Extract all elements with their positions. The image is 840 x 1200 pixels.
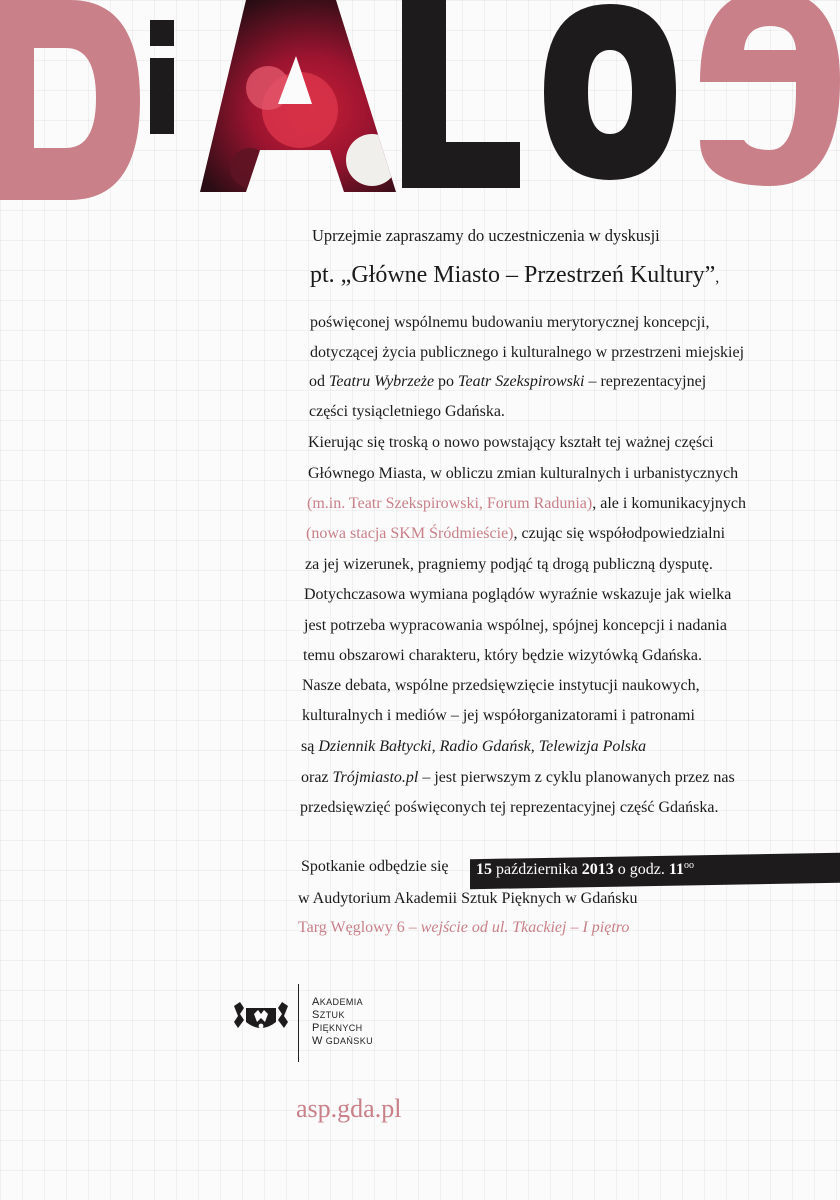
meeting-date (476, 860, 694, 879)
letter-i-dot (150, 20, 174, 46)
body-line (301, 737, 646, 757)
body-text: , ale i komunikacyjnych (592, 495, 746, 512)
body-line: dotyczącej życia publicznego i kulturalnego w przestrzeni miejskiej (310, 344, 745, 361)
body-text: oraz (301, 769, 333, 786)
date-year: 2013 (581, 861, 614, 878)
letter-d (0, 0, 140, 200)
academy-name-line: AKADEMIA (312, 996, 364, 1008)
letter-i (150, 58, 174, 134)
body-line (307, 494, 746, 514)
time-minutes: oo (683, 860, 694, 871)
media-partners: Dziennik Bałtycki, Radio Gdańsk, Telewizja Polska (318, 738, 647, 755)
time-hour: 11 (668, 861, 684, 878)
address-street: Targ Węglowy 6 – (298, 919, 421, 936)
time-prefix: o godz. (617, 861, 665, 878)
theatre-name: Teatru Wybrzeże (329, 373, 435, 390)
academy-name-line: PIĘKNYCH (312, 1022, 363, 1034)
academy-crest-icon (232, 1000, 290, 1034)
date-month: października (496, 861, 578, 878)
body-line (301, 768, 735, 788)
academy-name (312, 996, 373, 1048)
body-line (309, 372, 706, 392)
meeting-address (298, 919, 629, 937)
highlighted-text: (m.in. Teatr Szekspirowski, Forum Radunia) (307, 495, 593, 512)
body-line: części tysiącletniego Gdańska. (309, 403, 505, 420)
address-entrance: wejście od ul. Tkackiej – I piętro (420, 919, 630, 936)
letter-o (544, 4, 676, 180)
body-line: kulturalnych i mediów – jej współorganizatorami i patronami (302, 707, 695, 724)
body-text: po (434, 373, 459, 390)
meeting-intro: Spotkanie odbędzie się (301, 858, 449, 875)
discussion-title (310, 262, 719, 289)
title-letters (0, 0, 840, 200)
highlighted-text: (nowa stacja SKM Śródmieście) (306, 525, 514, 542)
body-line: Nasze debata, wspólne przedsięwzięcie instytucji naukowych, (302, 677, 700, 694)
academy-name-line: SZTUK (312, 1009, 345, 1021)
body-line: Kierując się troską o nowo powstający kształt tej ważnej części (308, 434, 714, 451)
website-link[interactable]: asp.gda.pl (296, 1094, 402, 1123)
body-line: Głównego Miasta, w obliczu zmian kulturalnych i urbanistycznych (308, 465, 739, 482)
letter-l (402, 0, 520, 188)
body-line: temu obszarowi charakteru, który będzie wizytówką Gdańska. (303, 647, 702, 664)
theatre-name: Teatr Szekspirowski (458, 373, 585, 390)
body-text: – jest pierwszym z cyklu planowanych przez nas (418, 769, 735, 786)
body-line (306, 524, 725, 544)
body-text: – reprezentacyjnej (584, 373, 707, 390)
body-text: od (309, 373, 329, 390)
discussion-title-text: pt. „Główne Miasto – Przestrzeń Kultury” (310, 262, 716, 288)
date-day: 15 (476, 861, 492, 878)
media-partner: Trójmiasto.pl (332, 769, 419, 786)
body-line: poświęconej wspólnemu budowaniu merytorycznej koncepcji, (310, 314, 710, 331)
body-line: jest potrzeba wypracowania wspólnej, spójnej koncepcji i nadania (304, 617, 727, 634)
body-line: Dotychczasowa wymiana poglądów wyraźnie wskazuje jak wielka (304, 586, 732, 603)
meeting-venue: w Audytorium Akademii Sztuk Pięknych w Gdańsku (298, 890, 638, 907)
discussion-title-comma: , (715, 269, 720, 286)
body-line: przedsięwzięć poświęconych tej reprezentacyjnej część Gdańska. (300, 799, 719, 816)
academy-name-line: W GDAŃSKU (312, 1035, 374, 1047)
logo-divider (298, 984, 299, 1062)
body-text: , czując się współodpowiedzialni (513, 525, 726, 542)
title-banner (0, 0, 840, 200)
invitation-lead: Uprzejmie zapraszamy do uczestniczenia w dyskusji (312, 226, 660, 245)
letter-g (700, 0, 840, 186)
body-text: są (301, 738, 319, 755)
body-line: za jej wizerunek, pragniemy podjąć tą drogą publiczną dysputę. (305, 556, 713, 573)
